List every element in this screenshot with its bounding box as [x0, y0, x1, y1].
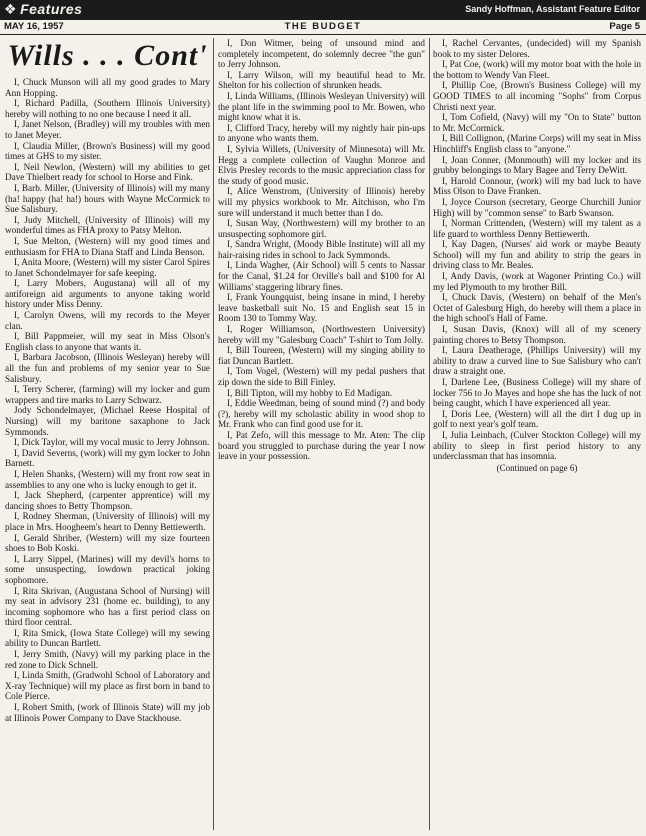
- will-entry: I, Terry Scherer, (farming) will my locker and gum wrappers and tire marks to Larry Schwarz.: [5, 384, 210, 405]
- will-entry: I, Sandra Wright, (Moody Bible Institute) will all my hair-raising rides in school to Jack Symmonds.: [218, 239, 425, 260]
- column-rule: [429, 38, 430, 830]
- will-entry: I, Rita Skrivan, (Augustana School of Nursing) will my seat in advisory 231 (home ec. building), to any incoming sophomore who has a first period class on third floor central.: [5, 585, 210, 628]
- will-entry: I, Rodney Sherman, (University of Illinois) will my place in Mrs. Hoogheem's heart to Denny Bettiewerth.: [5, 511, 210, 532]
- will-entry: I, Roger Williamson, (Northwestern University) hereby will my "Galesburg Coach" T-shirt to Tom Jolly.: [218, 324, 425, 345]
- headline: Wills . . . Cont': [7, 39, 208, 72]
- will-entry: I, David Severns, (work) will my gym locker to John Barnett.: [5, 447, 210, 469]
- editor-credit: Sandy Hoffman, Assistant Feature Editor: [465, 4, 640, 14]
- will-entry: I, Janet Nelson, (Bradley) will my troubles with men to Janet Meyer.: [5, 119, 210, 140]
- will-entry: I, Susan Way, (Northwestern) will my brother to an unsuspecting sophomore girl.: [218, 218, 425, 239]
- will-entry: I, Gerald Shriber, (Western) will my size fourteen shoes to Bob Koski.: [5, 532, 210, 554]
- will-entry: I, Tom Vogel, (Western) will my pedal pushers that zip down the side to Bill Finley.: [218, 366, 425, 387]
- will-entry: I, Pat Coe, (work) will my motor boat with the hole in the bottom to Wendy Van Fleet.: [433, 59, 641, 80]
- will-entry: I, Clifford Tracy, hereby will my nightly hair pin-ups to anyone who wants them.: [218, 122, 425, 144]
- column-3-body: [433, 38, 641, 462]
- will-entry: I, Bill Tipton, will my hobby to Ed Madigan.: [227, 387, 393, 398]
- column-2: [218, 38, 425, 830]
- will-entry: I, Neil Newlon, (Western) will my abilities to get Dave Thielbert ready for school to Horse and Fink.: [5, 161, 210, 183]
- column-1-body: [5, 77, 210, 723]
- section-banner: [0, 0, 646, 20]
- will-entry: I, Jerry Smith, (Navy) will my parking place in the red zone to Dick Schnell.: [5, 649, 210, 670]
- will-entry: I, Bill Pappmeier, will my seat in Miss Olson's English class to anyone that wants it.: [5, 331, 210, 352]
- will-entry: I, Robert Smith, (work of Illinois State) will my job at Illinois Power Company to Dave Stackhouse.: [5, 702, 210, 723]
- column-rule: [213, 38, 214, 830]
- will-entry: I, Dick Taylor, will my vocal music to Jerry Johnson.: [14, 437, 210, 448]
- column-3: [433, 38, 641, 830]
- section-label: [4, 1, 82, 18]
- will-entry: I, Sylvia Willets, (University of Minnesota) will Mr. Hegg a complete collection of Vaughn Monroe and Elvis Presley records to the music appreciation class for the study of good music.: [218, 143, 425, 186]
- will-entry: I, Barbara Jacobson, (Illinois Wesleyan) hereby will all the fun and problems of my senior year to Sue Salisbury.: [5, 352, 210, 384]
- will-entry: Jody Schondelmayer, (Michael Reese Hospital of Nursing) will my baritone saxaphone to Jack Symmonds.: [5, 405, 210, 437]
- will-entry: I, Susan Davis, (Knox) will all of my scenery painting chores to Betsy Thompson.: [433, 324, 641, 345]
- will-entry: I, Richard Padilla, (Southern Illinois University) hereby will nothing to no one because I need it all.: [5, 98, 210, 119]
- will-entry: I, Kay Dagen, (Nurses' aid work or maybe Beauty School) will my fun and ability to strip the gears in driving class to Mr. Beales.: [433, 239, 641, 271]
- will-entry: I, Barb. Miller, (University of Illinois) will my many (ha! happy (ha! ha!) hours with Wayne McCormick to Sue Salisbury.: [5, 182, 210, 215]
- will-entry: I, Alice Wenstrom, (University of Illinois) hereby will my physics workbook to Mr. Aitchison, who I'm sure will understand it much better than I do.: [218, 186, 425, 218]
- will-entry: I, Don Witmer, being of unsound mind and completely incompetent, do solemnly decree "the gun" to Jerry Johnson.: [218, 38, 425, 70]
- will-entry: I, Helen Shanks, (Western) will my front row seat in assemblies to any one who is lucky enough to get it.: [5, 468, 210, 490]
- will-entry: I, Bill Collignon, (Marine Corps) will my seat in Miss Hinchliff's English class to "anyone.": [433, 133, 641, 154]
- will-entry: I, Laura Deatherage, (Phillips University) will my ability to draw a curved line to Sue Salisbury who can't draw a straight one.: [433, 345, 641, 377]
- will-entry: I, Jack Shepherd, (carpenter apprentice) will my dancing shoes to Betty Thompson.: [5, 490, 210, 511]
- will-entry: I, Julia Leinbach, (Culver Stockton College) will my ability to sleep in first period history to any underclassman that has insomnia.: [433, 429, 641, 462]
- will-entry: I, Joan Conner, (Monmouth) will my locker and its grubby belongings to Mary Bagee and Terry DeWitt.: [433, 154, 641, 176]
- will-entry: I, Norman Crittenden, (Western) will my talent as a life guard to worthless Denny Bettiewerth.: [433, 218, 641, 239]
- will-entry: I, Bill Toureen, (Western) will my singing ability to fiat Duncan Bartlett.: [218, 345, 425, 366]
- will-entry: I, Doris Lee, (Western) will all the dirt I dug up in golf to next year's golf team.: [433, 408, 641, 430]
- will-entry: I, Judy Mitchell, (University of Illinois) will my wonderful times as FHA proxy to Patsy Melton.: [5, 214, 210, 236]
- will-entry: I, Darlene Lee, (Business College) will my share of locker 756 to Jo Mayes and hope she has the luck of not being caught, which I have experienced all year.: [433, 377, 641, 409]
- continued-note: (Continued on page 6): [496, 462, 578, 473]
- will-entry: I, Linda Wagher, (Air School) will 5 cents to Nassar for the Canal, $1.24 for Orville's ball and $100 for Al Williams' staggering library fines.: [218, 260, 425, 292]
- diamond-ornament-icon: ❖: [4, 1, 18, 17]
- will-entry: I, Carolyn Owens, will my records to the Meyer clan.: [5, 310, 210, 331]
- page-number: Page 5: [609, 21, 640, 32]
- will-entry: I, Anita Moore, (Western) will my sister Carol Spires to Janet Schondelmayer for safe keeping.: [5, 257, 210, 278]
- will-entry: I, Tom Cofield, (Navy) will my "On to State" button to Mr. McCormick.: [433, 112, 641, 133]
- will-entry: I, Andy Davis, (work at Wagoner Printing Co.) will my led Plymouth to my brother Bill.: [433, 271, 641, 292]
- section-title: Features: [20, 1, 83, 17]
- will-entry: I, Linda Williams, (Illinois Wesleyan University) will the plant life in the swimming pool to Mr. Bowen, who might know what it is.: [218, 90, 425, 123]
- will-entry: I, Chuck Munson will all my good grades to Mary Ann Hopping.: [5, 77, 210, 98]
- will-entry: I, Joyce Courson (secretary, George Churchill Junior High) will by "common sense" to Barb Swanson.: [433, 196, 641, 218]
- will-entry: I, Sue Melton, (Western) will my good times and enthusiasm for FHA to Diana Staff and Linda Benson.: [5, 235, 210, 257]
- will-entry: I, Larry Wilson, will my beautiful head to Mr. Shelton for his collection of shrunken heads.: [218, 69, 425, 91]
- will-entry: I, Rachel Cervantes, (undecided) will my Spanish book to my sister Delores.: [433, 38, 641, 59]
- dateline: [0, 20, 646, 35]
- will-entry: I, Claudia Miller, (Brown's Business) will my good times at GHS to my sister.: [5, 140, 210, 162]
- will-entry: I, Frank Youngquist, being insane in mind, I hereby leave basketball suit No. 15 and English seat 15 in Room 130 to Tommy Way.: [218, 292, 425, 324]
- will-entry: I, Eddie Weedman, being of sound mind (?) and body (?), hereby will my scholastic ability in wood shop to Mr. Frank who can find good use for it.: [218, 398, 425, 430]
- will-entry: I, Harold Connour, (work) will my bad luck to have Miss Olson to Dave Franken.: [433, 175, 641, 197]
- will-entry: I, Phillip Coe, (Brown's Business College) will my GOOD TIMES to all incoming "Sophs" from Corpus Christi next year.: [433, 80, 641, 112]
- will-entry: I, Larry Mobers, Augustana) will all of my antiforeign aid arguments to anyone taking world history under Miss Denny.: [5, 278, 210, 310]
- issue-date: MAY 16, 1957: [4, 21, 64, 32]
- will-entry: I, Chuck Davis, (Western) on behalf of the Men's Octet of Galesburg High, do hereby will them a place in the high school's Hall of Fame.: [433, 292, 641, 324]
- will-entry: I, Larry Sippel, (Marines) will my devil's horns to some unsuspecting, lowdown practical joking sophomore.: [5, 553, 210, 585]
- will-entry: I, Linda Smith, (Gradwohl School of Laboratory and X-ray Technique) will my place as first born in band to Cole Pierce.: [5, 670, 210, 702]
- will-entry: I, Pat Zefo, will this message to Mr. Aten: The clip board you struggled to purchase during the year I now leave in your possession.: [218, 429, 425, 462]
- column-2-body: [218, 38, 425, 462]
- will-entry: I, Rita Smick, (Iowa State College) will my sewing ability to Duncan Bartlett.: [5, 627, 210, 649]
- paper-name: THE BUDGET: [284, 21, 362, 32]
- column-1: [5, 38, 210, 830]
